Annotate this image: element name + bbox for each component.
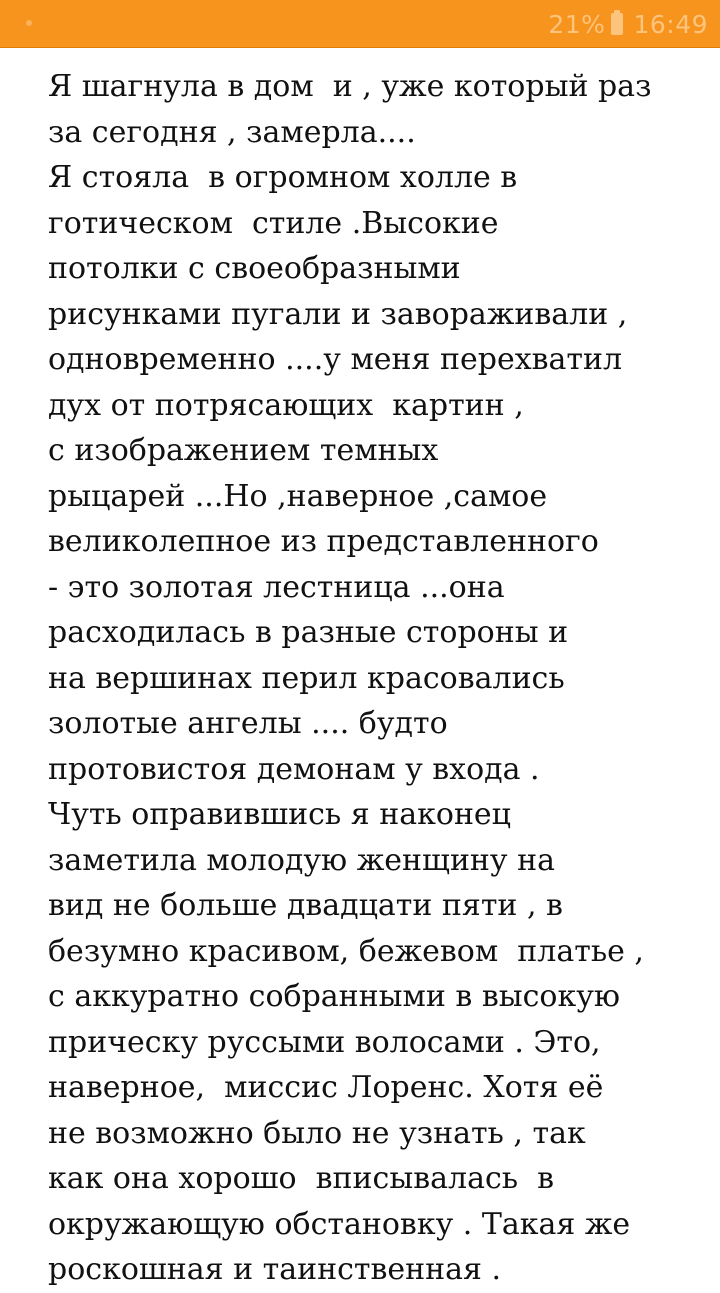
- text-line: вид не больше двадцати пяти , в: [48, 888, 563, 923]
- text-line: готическом стиле .Высокие: [48, 205, 499, 241]
- text-line: за сегодня , замерла....: [48, 114, 416, 150]
- battery-icon: [611, 13, 623, 35]
- text-line: расходилась в разные стороны и: [48, 615, 569, 650]
- text-line: наверное, миссис Лоренс. Хотя её: [48, 1070, 604, 1105]
- text-line: рисунками пугали и завораживали ,: [48, 296, 628, 332]
- article-text: [48, 64, 698, 1293]
- status-bar: [0, 0, 720, 48]
- text-line: одновременно ....у меня перехватил: [48, 342, 623, 377]
- status-indicators: [548, 8, 708, 40]
- text-line: не возможно было не узнать , так: [48, 1115, 586, 1151]
- text-line: как она хорошо вписывалась в: [48, 1161, 555, 1196]
- notification-dot-icon: [26, 20, 32, 26]
- text-line: Я стояла в огромном холле в: [48, 160, 518, 195]
- text-line: окружающую обстановку . Такая же: [48, 1206, 631, 1242]
- text-line: рыцарей ...Но ,наверное ,самое: [48, 478, 548, 514]
- text-line: золотые ангелы .... будто: [48, 706, 448, 741]
- text-line: протовистоя демонам у входа .: [48, 751, 540, 787]
- text-line: прическу руссыми волосами . Это,: [48, 1024, 601, 1060]
- text-line: роскошная и таинственная .: [48, 1252, 502, 1287]
- text-line: Я шагнула в дом и , уже который раз: [48, 69, 652, 104]
- text-line: с изображением темных: [48, 433, 439, 468]
- text-line: потолки с своеобразными: [48, 251, 461, 286]
- text-line: с аккуратно собранными в высокую: [48, 979, 620, 1014]
- text-line: Чуть оправившись я наконец: [48, 797, 511, 832]
- text-line: великолепное из представленного: [48, 524, 599, 559]
- battery-percent: 21%: [548, 9, 606, 39]
- text-line: - это золотая лестница ...она: [48, 569, 505, 605]
- text-line: заметила молодую женщину на: [48, 842, 555, 878]
- text-line: дух от потрясающих картин ,: [48, 387, 524, 423]
- text-line: безумно красивом, бежевом платье ,: [48, 933, 644, 969]
- status-time: 16:49: [633, 9, 708, 39]
- text-line: на вершинах перил красовались: [48, 660, 565, 696]
